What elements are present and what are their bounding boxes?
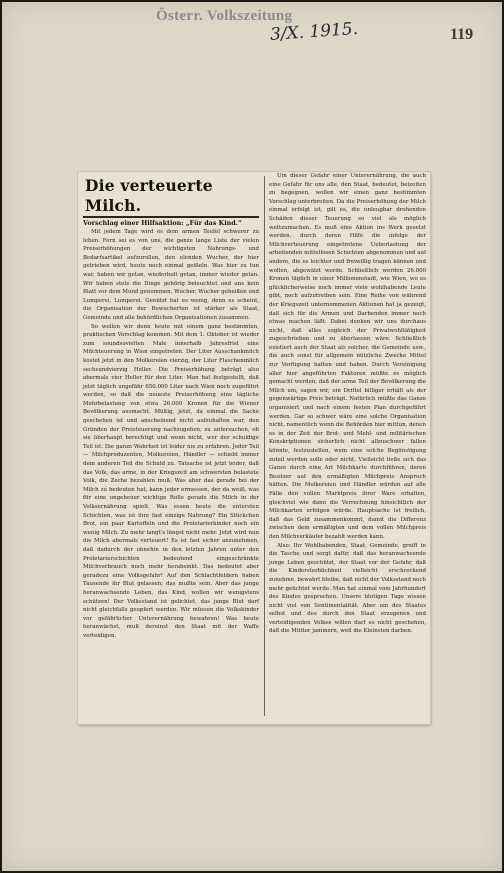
newspaper-stamp: Österr. Volkszeitung [156,8,293,24]
paragraph: So wollen wir denn heute mit einem ganz bestimmten, praktischen Vorschlag kommen. Mit dem 1. Oktober ist wieder zum soundsovielten Male innerhalb Jahresfrist eine Milchteuerung in Wien eingetreten. Der Liter Ausschankmilch kostet jetzt in den Molkereien vierzig, der Liter Flaschenmilch sechsundvierzig Heller. Die Preiserhöhung beträgt also abermals vier Heller für den Liter. Man hat festgestellt, daß jetzt täglich ungefähr 650.000 Liter nach Wien noch zugeführt werden, so daß die neueste Preiserhöhung eine tägliche Mehrbelastung von etwa 26.000 Kronen für die Wiener Bevölkerung ausmacht. Müßig, jetzt, da einmal die Sache geschehen ist und anscheinend nicht aufzuhalten war, den Gründen der Preisteuerung nachzugehen, zu untersuchen, ob sie überhaupt berechtigt und wenn nicht, wer der schuldige Teil ist. Die ganze Wahrheit ist leider nie zu erfahren. Jeder Teil — Milchproduzenten, Molkereien, Händler — schiebt immer dem anderen Teil die Schuld zu. Tatsache ist jetzt leider, daß das Volk, das arme, in der Kriegszeit am schwersten belastete Volk, die Zeche bezahlen muß. Was aber das gerade bei der Milch zu bedeuten hat, kann jeder ermessen, der da weiß, was für eine ungeheuer wichtige Rolle gerade die Milch in der Volksernährung spielt. Was essen heute die untersten Schichten, was ist ihre fast einzige Nahrung? Ein Stückchen Brot, ein paar Kartoffeln und die Proletarierkinder noch ein wenig Milch. Zu mehr langt's längst nicht mehr. Jetzt wird nun die Milch abermals verteuert! Es ist fast sicher anzunehmen, daß dadurch der ohnehin in den letzten Jahren unter den Proletarierschichten bedeutend eingeschränkte Milchverbrauch noch mehr herabsinkt. Das bedeutet aber geradezu eine Volksgefahr! Auf den Schlachtfeldern haben Tausende ihr Blut gelassen; das mußte sein. Aber das junge heranwachsende Leben, das Kind, wollen wir wenigstens schützen! Der Volksstand ist gelichtet, das junge Blut darf nicht gleichfalls geopfert werden. Wir müssen die Volkskinder vor gefährlicher Unterernährung bewahren! Was heute heranwächst, muß dereinst den Staat mit der Waffe verteidigen. [83,323,259,639]
page-number: 119 [450,26,474,43]
title-rule [83,216,259,218]
handwritten-date: 3/X. 1915. [269,18,359,46]
article-subtitle: Vorschlag einer Hilfsaktion: „Für das Kind.“ [83,219,242,227]
article-column-left [83,176,259,641]
column-divider [264,176,265,716]
paragraph: Um dieser Gefahr einer Unterernährung, die auch eine Gefahr für uns alle, den Staat, bedeutet, beizeiten zu begegnen, wollen wir einen ganz bestimmten Vorschlag unterbreiten. Da die Preiserhöhung der Milch einmal erfolgt ist, gilt es, die unleugbar drohenden Schäden dieser Teuerung so viel als möglich wettzumachen. Es muß eine Aktion ins Werk gesetzt werden, durch deren Hilfe die infolge der Milchverteuerung eingetretene Ueberlastung der arbeitenden mittellosen Schichten abgenommen und auf andere, die es leichter und freiwillig tragen können und wollen, abgewälzt werde. Schließlich werden 26.000 Kronen täglich in einer Millionenstadt, wie Wien, wo es glücklicherweise noch immer viele wohlhabende Leute gibt, noch aufzutreiben sein. Eine Reihe von während der Kriegszeit unternommenen Aktionen hat ja gezeigt, daß sich für die Armen und Darbenden immer noch etwas machen läßt. Dabei denken wir uns durchaus nicht, daß alles sogleich der Privatwohltätigkeit zugeschrieben und zu überlassen wäre. Schließlich existiert auch der Staat als solcher, die Gemeinde usw., die auch sonst für allgemein nützliche Zwecke Mittel zur Verfügung hatten und haben. Durch Vereinigung aller hier angeführten Faktoren müßte es möglich gemacht werden, daß der arme Teil der Bevölkerung die Milch um, sagen wir, ein Drittel billiger erhält als der gegenwärtige Preis beträgt. Natürlich müßte das Ganze organisiert und nach einem festen Plan durchgeführt werden. Gar so schwer wäre eine solche Organisation nicht, namentlich wenn die Behörden hier mittun, denen es in der Zeit der Brot- und Mehl- und militärischen Konskriptionen sicherlich nicht allzuschwer fallen könnte, festzustellen, wem eine solche Begünstigung zuteil werden solle oder nicht. Vielleicht ließe sich das Ganze durch eine Art Milchkarte durchführen, deren Besitzer auf den ermäßigten Milchpreis Anspruch hätten. Die Molkereien und Händler würden auf alle Fälle den vollen Marktpreis ihrer Ware erhalten, gleichviel wie dann die Verrechnung hinsichtlich der Milchkarten erfolgen würde. Hauptsache ist freilich, daß das Geld zusammenkommt, damit die Differenz zwischen dem ermäßigten und dem vollen Milchpreis den Milchverkäufer bezahlt werden kann. [269,173,426,540]
newspaper-clipping [78,172,430,724]
article-title: Die verteuerte Milch. [85,176,213,215]
article-column-right [269,172,426,636]
paragraph: Mit jedem Tage wird es dem armen Teufel schwerer zu leben. Fern sei es von uns, die ganze lange Liste der vielen Preiserhöhungen der wichtigsten Nahrungs- und Bedarfsartikel aufzurollen, den elenden Wucher, der hier getrieben wird, heute noch einmal geißeln. Was hier zu tun war, haben wir getan, wiederholt getan, immer wieder getan. Wir haben stets die Dinge gehörig beleuchtet und uns kein Blatt vor dem Mund genommen, Wucher, Wucher geheißen und Lumperei, Lumperei. Genützt hat es wenig, denn es scheint, die Organisation der Bewucherten ist stärker als Staat, Gemeinde und alle behördlichen Organisationen zusammen. [83,229,259,321]
paragraph: Also: Ihr Wohlhabenden, Staat, Gemeinde, greift in die Tasche und sorgt dafür, daß das heranwachsende junge Leben geschützt, der Staat vor der Gefahr, daß die Kindersterblichkeit vielleicht erschreckend zunehme, bewahrt bleibe, daß nicht der Volksstand noch mehr gelichtet werde. Man hat einmal vom Jahrhundert des Kindes gesprochen. Unsere blutigen Tage wissen nicht viel von Sentimentalität. Aber um des Staates selbst und des durch den Staat erzogenen und verteidigenden Volkes willen darf es nicht geschehen, daß die Mütter jammern, weil die Kleinsten darben. [269,542,426,635]
